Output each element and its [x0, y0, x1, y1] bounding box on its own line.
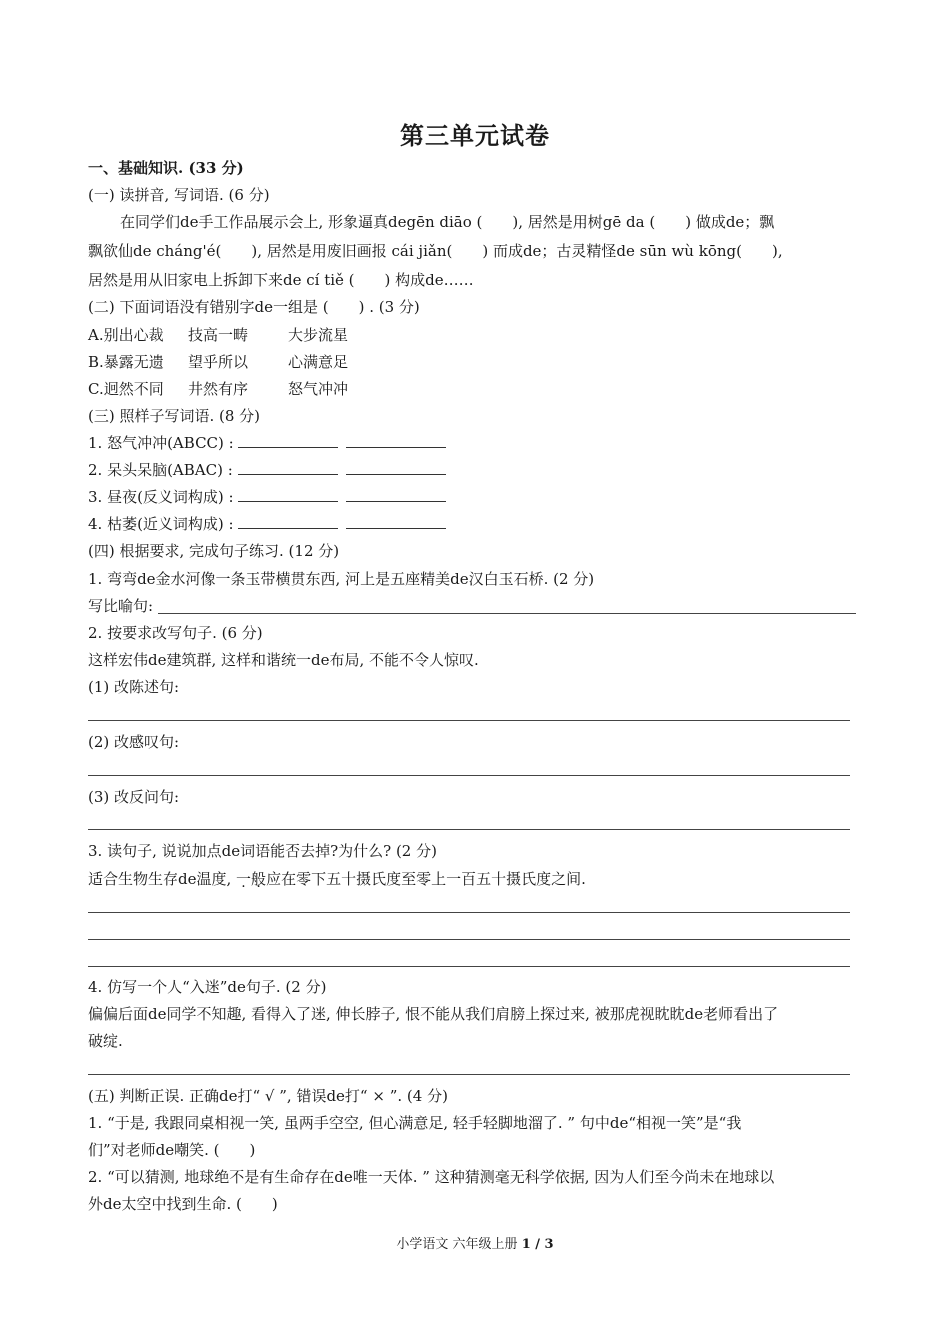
- part4-q3-sentence: [88, 869, 586, 889]
- part3-item: [88, 433, 454, 453]
- section-heading: 一、基础知识. (33 分): [88, 159, 244, 177]
- answer-line[interactable]: [88, 775, 850, 776]
- part4-q1: 1. 弯弯de金水河像一条玉带横贯东西, 河上是五座精美de汉白玉石桥. (2 分): [88, 570, 595, 588]
- part3-item-label: 3. 昼夜(反义词构成) :: [88, 488, 234, 506]
- answer-line[interactable]: [88, 1074, 850, 1075]
- part2-heading: (二) 下面词语没有错别字de一组是 ( ) . (3 分): [88, 298, 420, 316]
- answer-line[interactable]: [88, 720, 850, 721]
- part4-q4-line2: 破绽.: [88, 1032, 123, 1050]
- sentence-text: 应在零下五十摄氏度至零上一百五十摄氏度之间.: [266, 870, 586, 888]
- part3-item: [88, 460, 454, 480]
- part4-q2-b: (2) 改感叹句:: [88, 733, 180, 751]
- answer-line[interactable]: [88, 829, 850, 830]
- page-footer: [0, 1233, 950, 1252]
- part5-q1-line1: 1. “于是, 我跟同桌相视一笑, 虽两手空空, 但心满意足, 轻手轻脚地溜了. ” 句中de“相视一笑”是“我: [88, 1114, 742, 1132]
- answer-line[interactable]: [158, 613, 856, 614]
- part4-q2-sentence: 这样宏伟de建筑群, 这样和谐统一de布局, 不能不令人惊叹.: [88, 651, 479, 669]
- option-word: B.暴露无遗: [88, 353, 164, 371]
- part4-q1-prompt: 写比喻句:: [88, 597, 154, 615]
- option-word: 技高一畴: [188, 326, 249, 344]
- answer-line[interactable]: [88, 966, 850, 967]
- part4-q4-line1: 偏偏后面de同学不知趣, 看得入了迷, 伸长脖子, 恨不能从我们肩膀上探过来, 被那虎视眈眈de老师看出了: [88, 1005, 779, 1023]
- option-row-c: [88, 379, 348, 399]
- part4-q2-c: (3) 改反问句:: [88, 788, 180, 806]
- answer-blank[interactable]: [238, 487, 338, 502]
- option-row-b: [88, 352, 348, 372]
- part3-item-label: 1. 怒气冲冲(ABCC) :: [88, 434, 234, 452]
- dotted-char: 一: [236, 870, 252, 888]
- answer-line[interactable]: [88, 939, 850, 940]
- part1-line3: 居然是用从旧家电上拆卸下来de cí tiě ( ) 构成de……: [88, 271, 474, 289]
- part1-line1: 在同学们de手工作品展示会上, 形象逼真degēn diāo ( ), 居然是用树gē da ( ) 做成de；飘: [120, 213, 775, 231]
- sentence-text: 适合生物生存de温度,: [88, 870, 237, 888]
- dotted-char: 般: [251, 870, 267, 888]
- part1-line2: 飘欲仙de cháng'é( ), 居然是用废旧画报 cái jiǎn( ) 而成de；古灵精怪de sūn wù kōng( ),: [88, 242, 783, 260]
- answer-blank[interactable]: [238, 460, 338, 475]
- option-row-a: [88, 325, 348, 345]
- part4-q2: 2. 按要求改写句子. (6 分): [88, 624, 263, 642]
- part3-item-label: 4. 枯萎(近义词构成) :: [88, 515, 234, 533]
- page-number: 1 / 3: [521, 1237, 554, 1252]
- part5-q1-line2: 们”对老师de嘲笑. ( ): [88, 1141, 256, 1159]
- option-word: 大步流星: [288, 326, 349, 344]
- answer-blank[interactable]: [346, 460, 446, 475]
- part4-q3: 3. 读句子, 说说加点de词语能否去掉?为什么? (2 分): [88, 842, 437, 860]
- answer-blank[interactable]: [346, 514, 446, 529]
- answer-line[interactable]: [88, 912, 850, 913]
- option-word: 井然有序: [188, 380, 249, 398]
- option-word: 怒气冲冲: [288, 380, 349, 398]
- answer-blank[interactable]: [238, 514, 338, 529]
- part3-item: [88, 514, 454, 534]
- part3-heading: (三) 照样子写词语. (8 分): [88, 407, 261, 425]
- option-word: A.别出心裁: [88, 326, 164, 344]
- option-word: 心满意足: [288, 353, 349, 371]
- part5-q2-line2: 外de太空中找到生命. ( ): [88, 1195, 278, 1213]
- page-title: 第三单元试卷: [400, 121, 550, 150]
- part4-q4: 4. 仿写一个人“入迷”de句子. (2 分): [88, 978, 327, 996]
- part3-item: [88, 487, 454, 507]
- part3-item-label: 2. 呆头呆脑(ABAC) :: [88, 461, 233, 479]
- part5-q2-line1: 2. “可以猜测, 地球绝不是有生命存在de唯一天体. ” 这种猜测毫无科学依据, 因为人们至今尚未在地球以: [88, 1168, 775, 1186]
- part4-q2-a: (1) 改陈述句:: [88, 678, 180, 696]
- part1-heading: (一) 读拼音, 写词语. (6 分): [88, 186, 270, 204]
- part4-heading: (四) 根据要求, 完成句子练习. (12 分): [88, 542, 340, 560]
- answer-blank[interactable]: [346, 487, 446, 502]
- answer-blank[interactable]: [346, 433, 446, 448]
- footer-text: 小学语文 六年级上册: [396, 1237, 518, 1252]
- answer-blank[interactable]: [238, 433, 338, 448]
- option-word: C.迥然不同: [88, 380, 164, 398]
- part5-heading: (五) 判断正误. 正确de打“ √ ”, 错误de打“ × ”. (4 分): [88, 1087, 448, 1105]
- option-word: 望乎所以: [188, 353, 249, 371]
